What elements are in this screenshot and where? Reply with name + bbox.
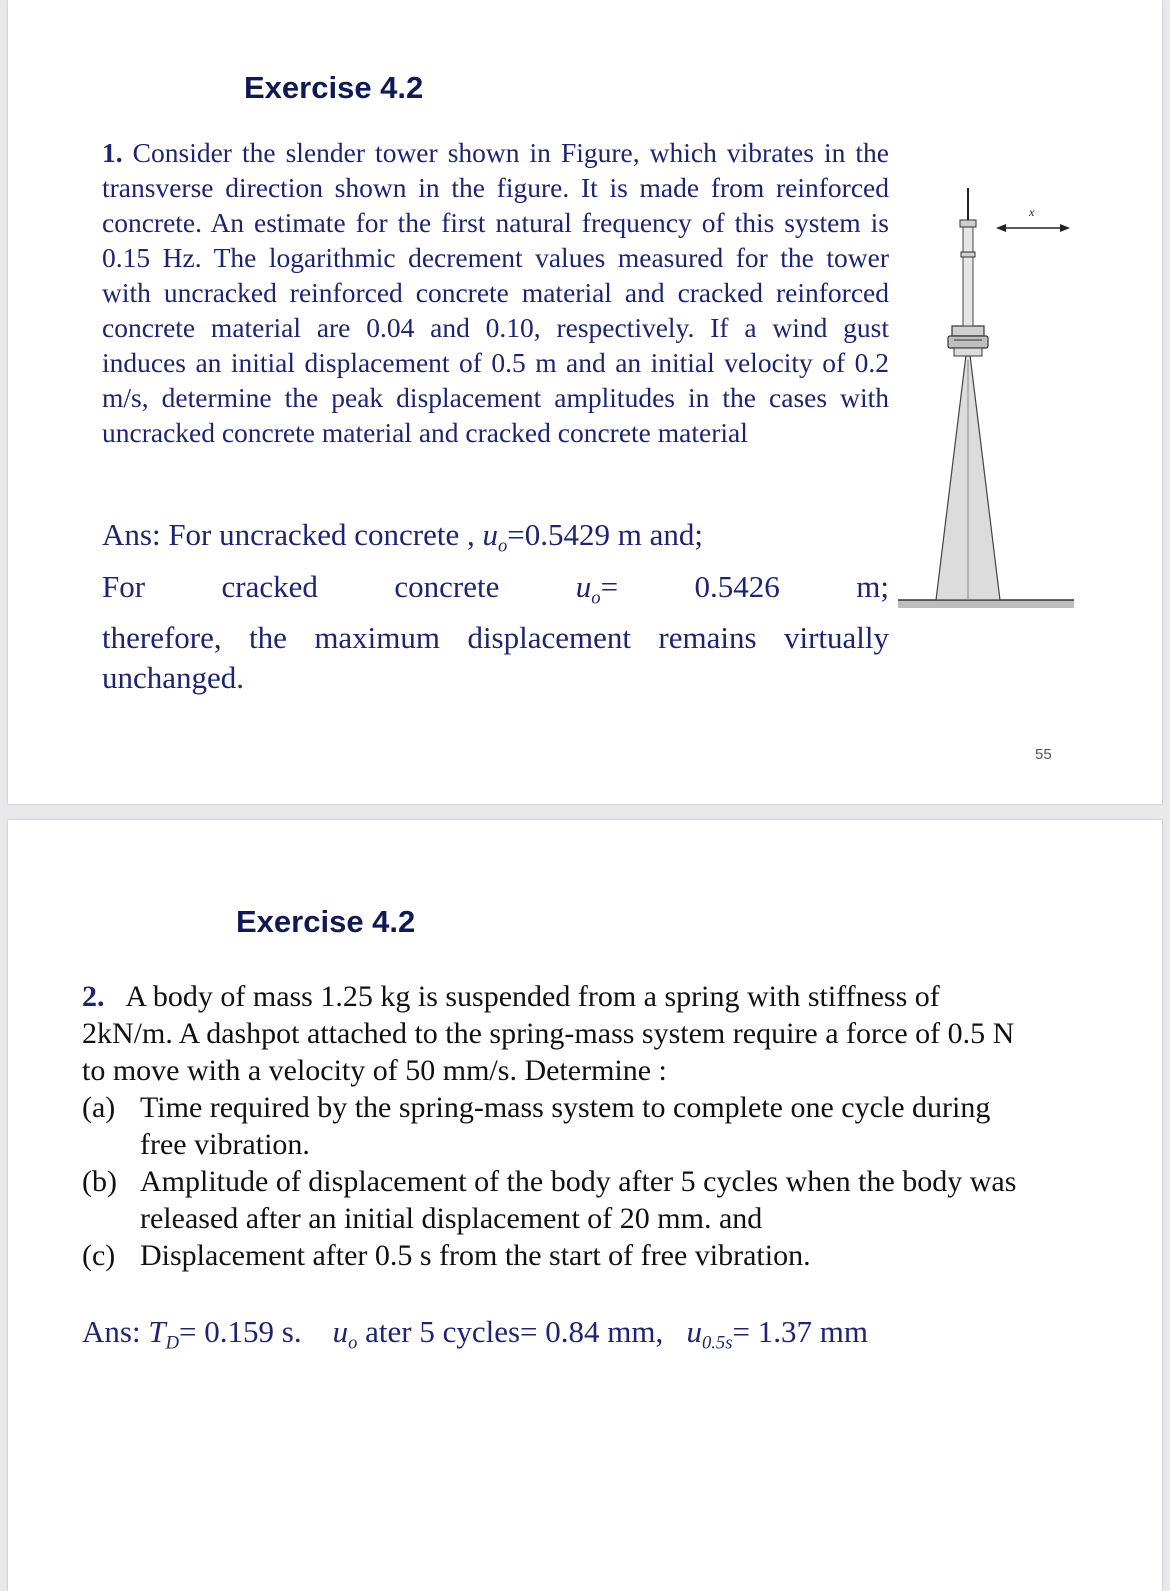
slide-heading: Exercise 4.2 [236, 904, 416, 939]
tower-upper-shaft [963, 220, 973, 326]
slide-exercise-1 [8, 0, 1162, 804]
answer-prefix: Ans: [82, 1314, 141, 1349]
tower-figure [896, 180, 1076, 620]
question-text: Consider the slender tower shown in Figure, which vibrates in the transverse direction shown in the figure. It is made from reinforced concrete. An estimate for the first natural frequency of this system is 0.15 Hz. The logarithmic decrement values measured for the tower with uncracked reinforced concrete material and cracked reinforced concrete material are 0.04 and 0.10, respectively. If a wind gust induces an initial displacement of 0.5 m and an initial velocity of 0.2 m/s, determine the peak displacement amplitudes in the cases with uncracked concrete material and cracked concrete material [102, 137, 889, 448]
answer-value-uncracked: =0.5429 m and; [507, 517, 703, 552]
symbol-u-subscript: o [497, 535, 508, 557]
answer-period: = 0.159 s. [179, 1314, 302, 1349]
item-text: Time required by the spring-mass system to complete one cycle during free vibration. [140, 1091, 991, 1161]
question-item-a [82, 1089, 1032, 1163]
answer-line-4: unchanged. [102, 660, 245, 695]
answer-word: maximum [314, 620, 441, 655]
equals-sign: = [600, 568, 619, 604]
symbol-u-subscript: o [591, 587, 601, 608]
question-number: 2. [82, 980, 105, 1013]
item-text: Amplitude of displacement of the body after 5 cycles when the body was released after an initial displacement of 20 mm. and [140, 1165, 1017, 1235]
question-1 [102, 135, 889, 450]
answer-value-cracked: 0.5426 [694, 568, 780, 604]
question-item-b [82, 1163, 1032, 1237]
symbol-u: u [575, 568, 592, 604]
figure-label-x: x [1029, 205, 1035, 219]
ground-base [898, 600, 1074, 608]
answer-prefix: Ans: For uncracked concrete , [102, 517, 475, 552]
item-label: (a) [82, 1091, 116, 1124]
answer-2 [82, 1314, 1082, 1355]
symbol-u-subscript: 0.5s [701, 1332, 733, 1354]
symbol-u: u [482, 517, 498, 552]
item-text: Displacement after 0.5 s from the start of free vibration. [140, 1239, 811, 1272]
symbol-T: T [148, 1314, 166, 1349]
answer-word: virtually [783, 620, 889, 655]
answer-word: displacement [467, 620, 631, 655]
question-2 [82, 978, 1032, 1274]
answer-line-3 [102, 618, 889, 658]
answer-line-1 [102, 515, 889, 567]
answer-word: the [249, 620, 287, 655]
answer-word: For [102, 568, 146, 604]
answer-word: concrete [394, 568, 500, 604]
symbol-u: u [332, 1314, 349, 1349]
answer-amplitude: ater 5 cycles= 0.84 mm, [365, 1314, 664, 1349]
answer-unit: m; [856, 568, 889, 604]
slide-heading: Exercise 4.2 [244, 70, 424, 105]
answer-word: remains [658, 620, 757, 655]
symbol-u: u [686, 1314, 702, 1349]
question-number: 1. [102, 137, 123, 168]
question-item-c [82, 1237, 1032, 1274]
question-stem [82, 978, 1032, 1089]
symbol-T-subscript: D [165, 1332, 180, 1354]
answer-displacement: = 1.37 mm [732, 1314, 868, 1349]
answer-word: therefore, [102, 620, 222, 655]
answer-word: cracked [221, 568, 318, 604]
item-label: (c) [82, 1239, 116, 1272]
symbol-u-subscript: o [348, 1332, 358, 1354]
page-number: 55 [1035, 746, 1052, 763]
question-text: A body of mass 1.25 kg is suspended from a spring with stiffness of 2kN/m. A dashpot attached to the spring-mass system require a force of 0.5 N to move with a velocity of 50 mm/s. Determine : [82, 980, 1015, 1087]
answer-1 [102, 515, 889, 698]
tower-pod [952, 326, 984, 336]
item-label: (b) [82, 1165, 117, 1198]
answer-line-2 [102, 567, 889, 619]
